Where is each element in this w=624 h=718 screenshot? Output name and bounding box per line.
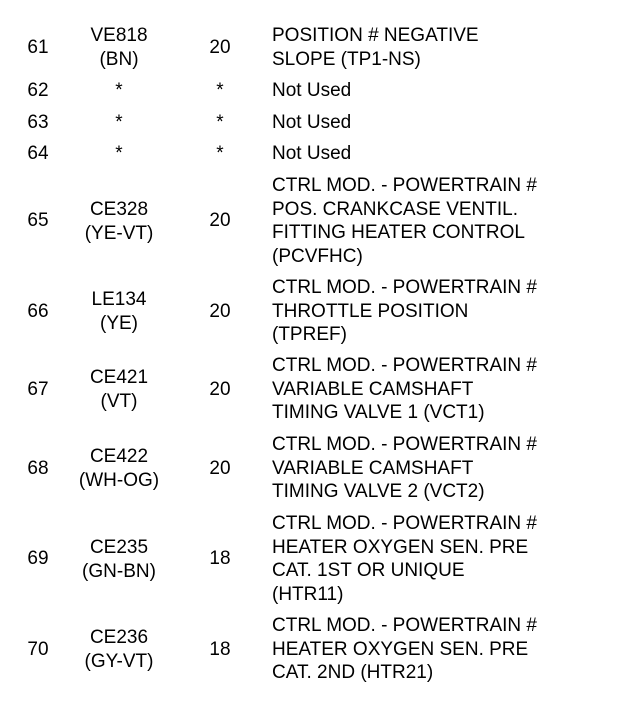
pin-number: 68 (27, 458, 49, 479)
table-row (0, 24, 624, 72)
table-row (0, 276, 624, 347)
wire-gauge: 20 (209, 210, 231, 231)
circuit-code: CE421 (VT) (89, 367, 149, 412)
pin-number: 64 (27, 143, 49, 164)
circuit-code: CE235 (GN-BN) (82, 537, 156, 582)
table-row (0, 433, 624, 504)
wire-gauge: * (216, 80, 224, 101)
wire-gauge: 20 (209, 458, 231, 479)
table-row (0, 614, 624, 685)
circuit-function: CTRL MOD. - POWERTRAIN # POS. CRANKCASE VENTIL. FITTING HEATER CONTROL (PCVFHC) (272, 175, 537, 267)
table-row (0, 79, 624, 103)
wire-gauge: 18 (209, 639, 231, 660)
circuit-function: POSITION # NEGATIVE SLOPE (TP1-NS) (272, 25, 479, 70)
pin-number: 63 (27, 112, 49, 133)
circuit-function: CTRL MOD. - POWERTRAIN # VARIABLE CAMSHAFT TIMING VALVE 1 (VCT1) (272, 355, 537, 423)
circuit-function: Not Used (272, 80, 352, 101)
circuit-code: CE422 (WH-OG) (78, 446, 160, 491)
circuit-function: CTRL MOD. - POWERTRAIN # HEATER OXYGEN SEN. PRE CAT. 1ST OR UNIQUE (HTR11) (272, 513, 537, 605)
table-row (0, 174, 624, 268)
pin-number: 66 (27, 301, 49, 322)
circuit-code: LE134 (YE) (91, 289, 147, 334)
circuit-code: * (115, 112, 123, 133)
pin-number: 61 (27, 37, 49, 58)
wire-gauge: 20 (209, 379, 231, 400)
table-row (0, 354, 624, 425)
pin-number: 62 (27, 80, 49, 101)
circuit-code: CE236 (GY-VT) (84, 627, 154, 672)
wire-gauge: 18 (209, 548, 231, 569)
wire-gauge: * (216, 112, 224, 133)
pin-number: 65 (27, 210, 49, 231)
pin-number: 67 (27, 379, 49, 400)
circuit-code: * (115, 143, 123, 164)
circuit-function: CTRL MOD. - POWERTRAIN # VARIABLE CAMSHAFT TIMING VALVE 2 (VCT2) (272, 434, 537, 502)
pin-number: 69 (27, 548, 49, 569)
wire-gauge: 20 (209, 37, 231, 58)
circuit-function: Not Used (272, 112, 352, 133)
pin-number: 70 (27, 639, 49, 660)
circuit-code: CE328 (YE-VT) (84, 199, 154, 244)
circuit-code: VE818 (BN) (90, 25, 148, 70)
circuit-code: * (115, 80, 123, 101)
wire-gauge: 20 (209, 301, 231, 322)
circuit-function: CTRL MOD. - POWERTRAIN # THROTTLE POSITION (TPREF) (272, 277, 537, 345)
circuit-function: CTRL MOD. - POWERTRAIN # HEATER OXYGEN SEN. PRE CAT. 2ND (HTR21) (272, 615, 537, 683)
table-row (0, 512, 624, 606)
circuit-function: Not Used (272, 143, 352, 164)
table-row (0, 111, 624, 135)
wire-gauge: * (216, 143, 224, 164)
table-row (0, 142, 624, 166)
